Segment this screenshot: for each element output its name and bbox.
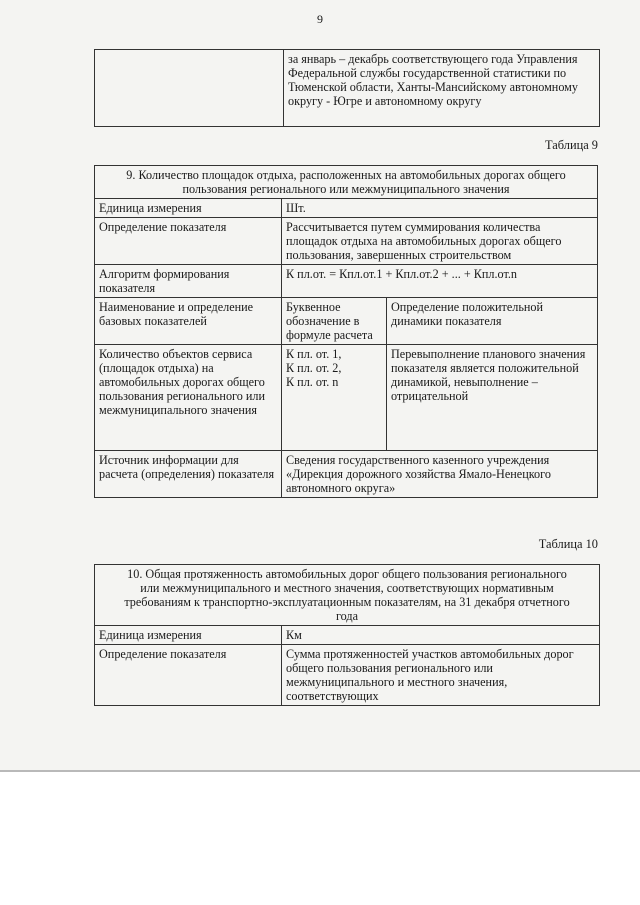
symbol-1: К пл. от. 1,	[286, 347, 342, 361]
source-value: Сведения государственного казенного учреждения «Дирекция дорожного хозяйства Ямало-Ненецкого автономного округа»	[282, 451, 598, 498]
table-row	[95, 645, 600, 706]
continuation-text: за январь – декабрь соответствующего года Управления Федеральной службы государственной статистики по Тюменской области, Ханты-Мансийскому автономному округу - Югре и автономному округу	[284, 50, 600, 127]
table-9	[94, 165, 598, 498]
table-row	[95, 298, 598, 345]
table-row	[95, 626, 600, 645]
dynamics-header: Определение положительной динамики показателя	[387, 298, 598, 345]
symbol-2: К пл. от. 2,	[286, 361, 342, 375]
table9-title: 9. Количество площадок отдыха, расположенных на автомобильных дорогах общего пользования регионального или межмуниципального значения	[95, 166, 598, 199]
table-row	[95, 451, 598, 498]
table9-caption: Таблица 9	[545, 138, 598, 152]
algorithm-formula: К пл.от. = Кпл.от.1 + Кпл.от.2 + ... + Кпл.от.n	[282, 265, 598, 298]
unit-value: Шт.	[282, 199, 598, 218]
table10-title: 10. Общая протяженность автомобильных дорог общего пользования регионального или межмуниципального и местного значения, соответствующих нормативным требованиям к транспортно-эксплуатационным показателям, на 31 декабря отчетного года	[95, 565, 600, 626]
table-row	[95, 166, 598, 199]
table-row	[95, 345, 598, 451]
unit-label: Единица измерения	[95, 626, 282, 645]
source-label: Источник информации для расчета (определения) показателя	[95, 451, 282, 498]
table-row	[95, 565, 600, 626]
symbol-header: Буквенное обозначение в формуле расчета	[282, 298, 387, 345]
definition-value: Рассчитывается путем суммирования количества площадок отдыха на автомобильных дорогах общего пользования, завершенных строительством	[282, 218, 598, 265]
table-row	[95, 50, 600, 127]
definition-label: Определение показателя	[95, 218, 282, 265]
page-number: 9	[317, 12, 323, 26]
table-10	[94, 564, 600, 706]
table10-caption: Таблица 10	[538, 537, 598, 551]
dynamics-definition: Перевыполнение планового значения показателя является положительной динамикой, невыполнение – отрицательной	[387, 345, 598, 451]
table-row	[95, 199, 598, 218]
symbol-n: К пл. от. n	[286, 375, 339, 389]
empty-cell	[95, 50, 284, 127]
continuation-table	[94, 49, 600, 127]
definition-label: Определение показателя	[95, 645, 282, 706]
unit-value: Км	[282, 626, 600, 645]
base-indicators-header: Наименование и определение базовых показателей	[95, 298, 282, 345]
table-row	[95, 218, 598, 265]
base-indicator-name: Количество объектов сервиса (площадок отдыха) на автомобильных дорогах общего пользования регионального или межмуниципального значения	[95, 345, 282, 451]
definition-value: Сумма протяженностей участков автомобильных дорог общего пользования регионального или межмуниципального и местного значения, соответствующих	[282, 645, 600, 706]
algorithm-label: Алгоритм формирования показателя	[95, 265, 282, 298]
symbol-values	[282, 345, 387, 451]
unit-label: Единица измерения	[95, 199, 282, 218]
table-row	[95, 265, 598, 298]
